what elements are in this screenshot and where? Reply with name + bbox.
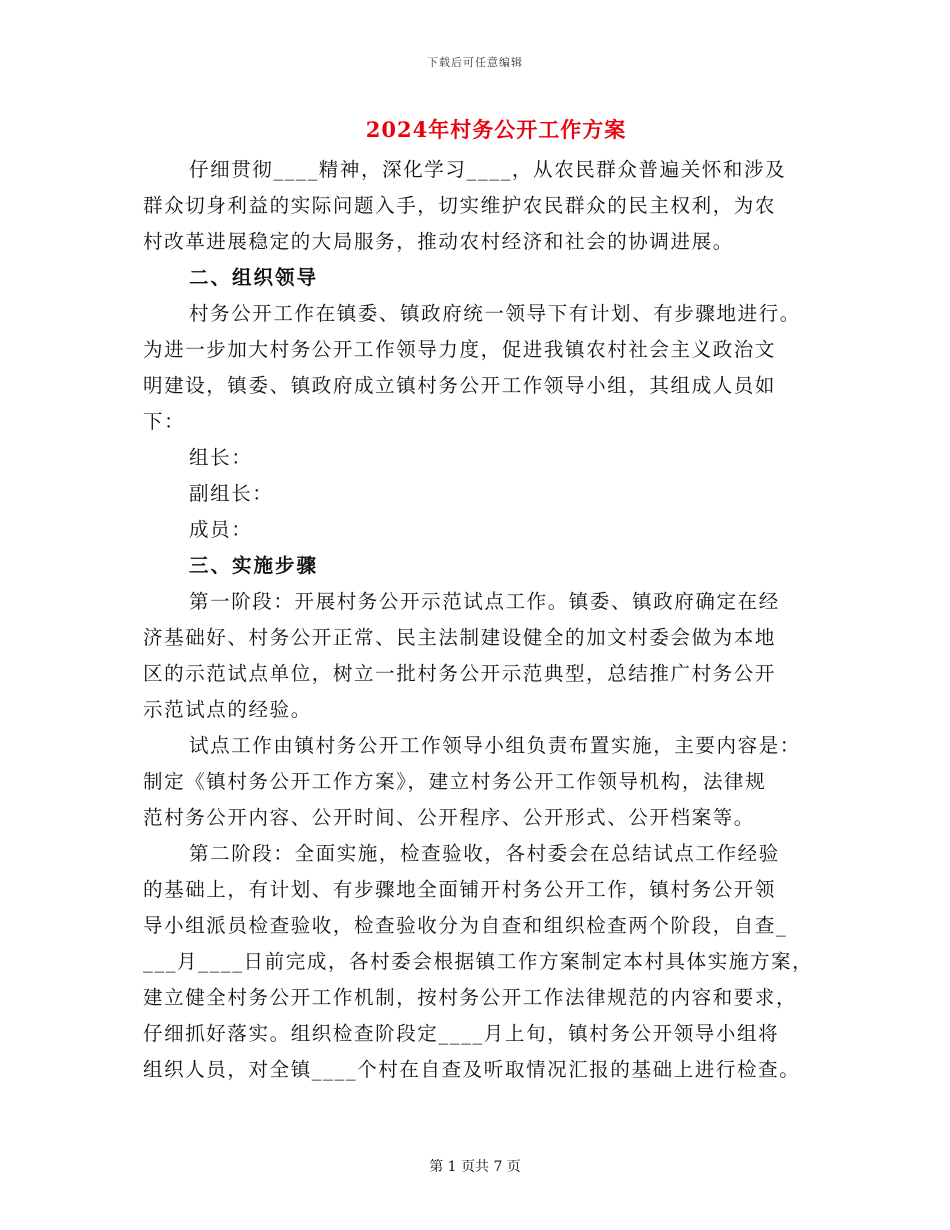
paragraph-line: 组织人员，对全镇____个村在自查及听取情况汇报的基础上进行检查。: [143, 1058, 801, 1081]
section-heading: 三、实施步骤: [189, 554, 319, 577]
paragraph-line: 济基础好、村务公开正常、民主法制建设健全的加文村委会做为本地: [143, 626, 777, 649]
paragraph-line: 的基础上，有计划、有步骤地全面铺开村务公开工作，镇村务公开领: [143, 878, 777, 901]
list-item: 副组长：: [189, 482, 274, 505]
paragraph-line: 为进一步加大村务公开工作领导力度，促进我镇农村社会主义政治文: [143, 338, 777, 361]
paragraph-line: 第一阶段：开展村务公开示范试点工作。镇委、镇政府确定在经: [189, 590, 780, 613]
list-item: 组长：: [189, 446, 253, 469]
paragraph-line: 范村务公开内容、公开时间、公开程序、公开形式、公开档案等。: [143, 806, 755, 829]
header-note: 下载后可任意编辑: [427, 56, 523, 69]
paragraph-line: 仔细贯彻____精神，深化学习____，从农民群众普遍关怀和涉及: [189, 158, 787, 181]
paragraph-line: 试点工作由镇村务公开工作领导小组负责布置实施，主要内容是：: [189, 734, 801, 757]
paragraph-line: 群众切身利益的实际问题入手，切实维护农民群众的民主权利，为农: [143, 194, 777, 217]
paragraph-line: 第二阶段：全面实施，检查验收，各村委会在总结试点工作经验: [189, 842, 780, 865]
paragraph-line: 制定《镇村务公开工作方案》，建立村务公开工作领导机构，法律规: [143, 770, 767, 793]
paragraph-line: 村务公开工作在镇委、镇政府统一领导下有计划、有步骤地进行。: [189, 302, 801, 325]
document-body: [143, 152, 823, 1088]
paragraph-line: 建立健全村务公开工作机制，按村务公开工作法律规范的内容和要求，: [143, 986, 798, 1009]
section-heading: 二、组织领导: [189, 266, 319, 289]
paragraph-line: 示范试点的经验。: [143, 698, 312, 721]
paragraph-line: 下：: [143, 410, 186, 433]
paragraph-line: 导小组派员检查验收，检查验收分为自查和组织检查两个阶段，自查_: [143, 914, 788, 937]
paragraph-line: ___月____日前完成，各村委会根据镇工作方案制定本村具体实施方案，: [143, 950, 814, 973]
page-footer: 第 1 页共 7 页: [429, 1159, 521, 1175]
paragraph-line: 仔细抓好落实。组织检查阶段定____月上旬，镇村务公开领导小组将: [143, 1022, 780, 1045]
paragraph-line: 明建设，镇委、镇政府成立镇村务公开工作领导小组，其组成人员如: [143, 374, 777, 397]
document-title: 2024年村务公开工作方案: [365, 117, 627, 142]
paragraph-line: 区的示范试点单位，树立一批村务公开示范典型，总结推广村务公开: [143, 662, 777, 685]
list-item: 成员：: [189, 518, 253, 541]
paragraph-line: 村改革进展稳定的大局服务，推动农村经济和社会的协调进展。: [143, 230, 734, 253]
